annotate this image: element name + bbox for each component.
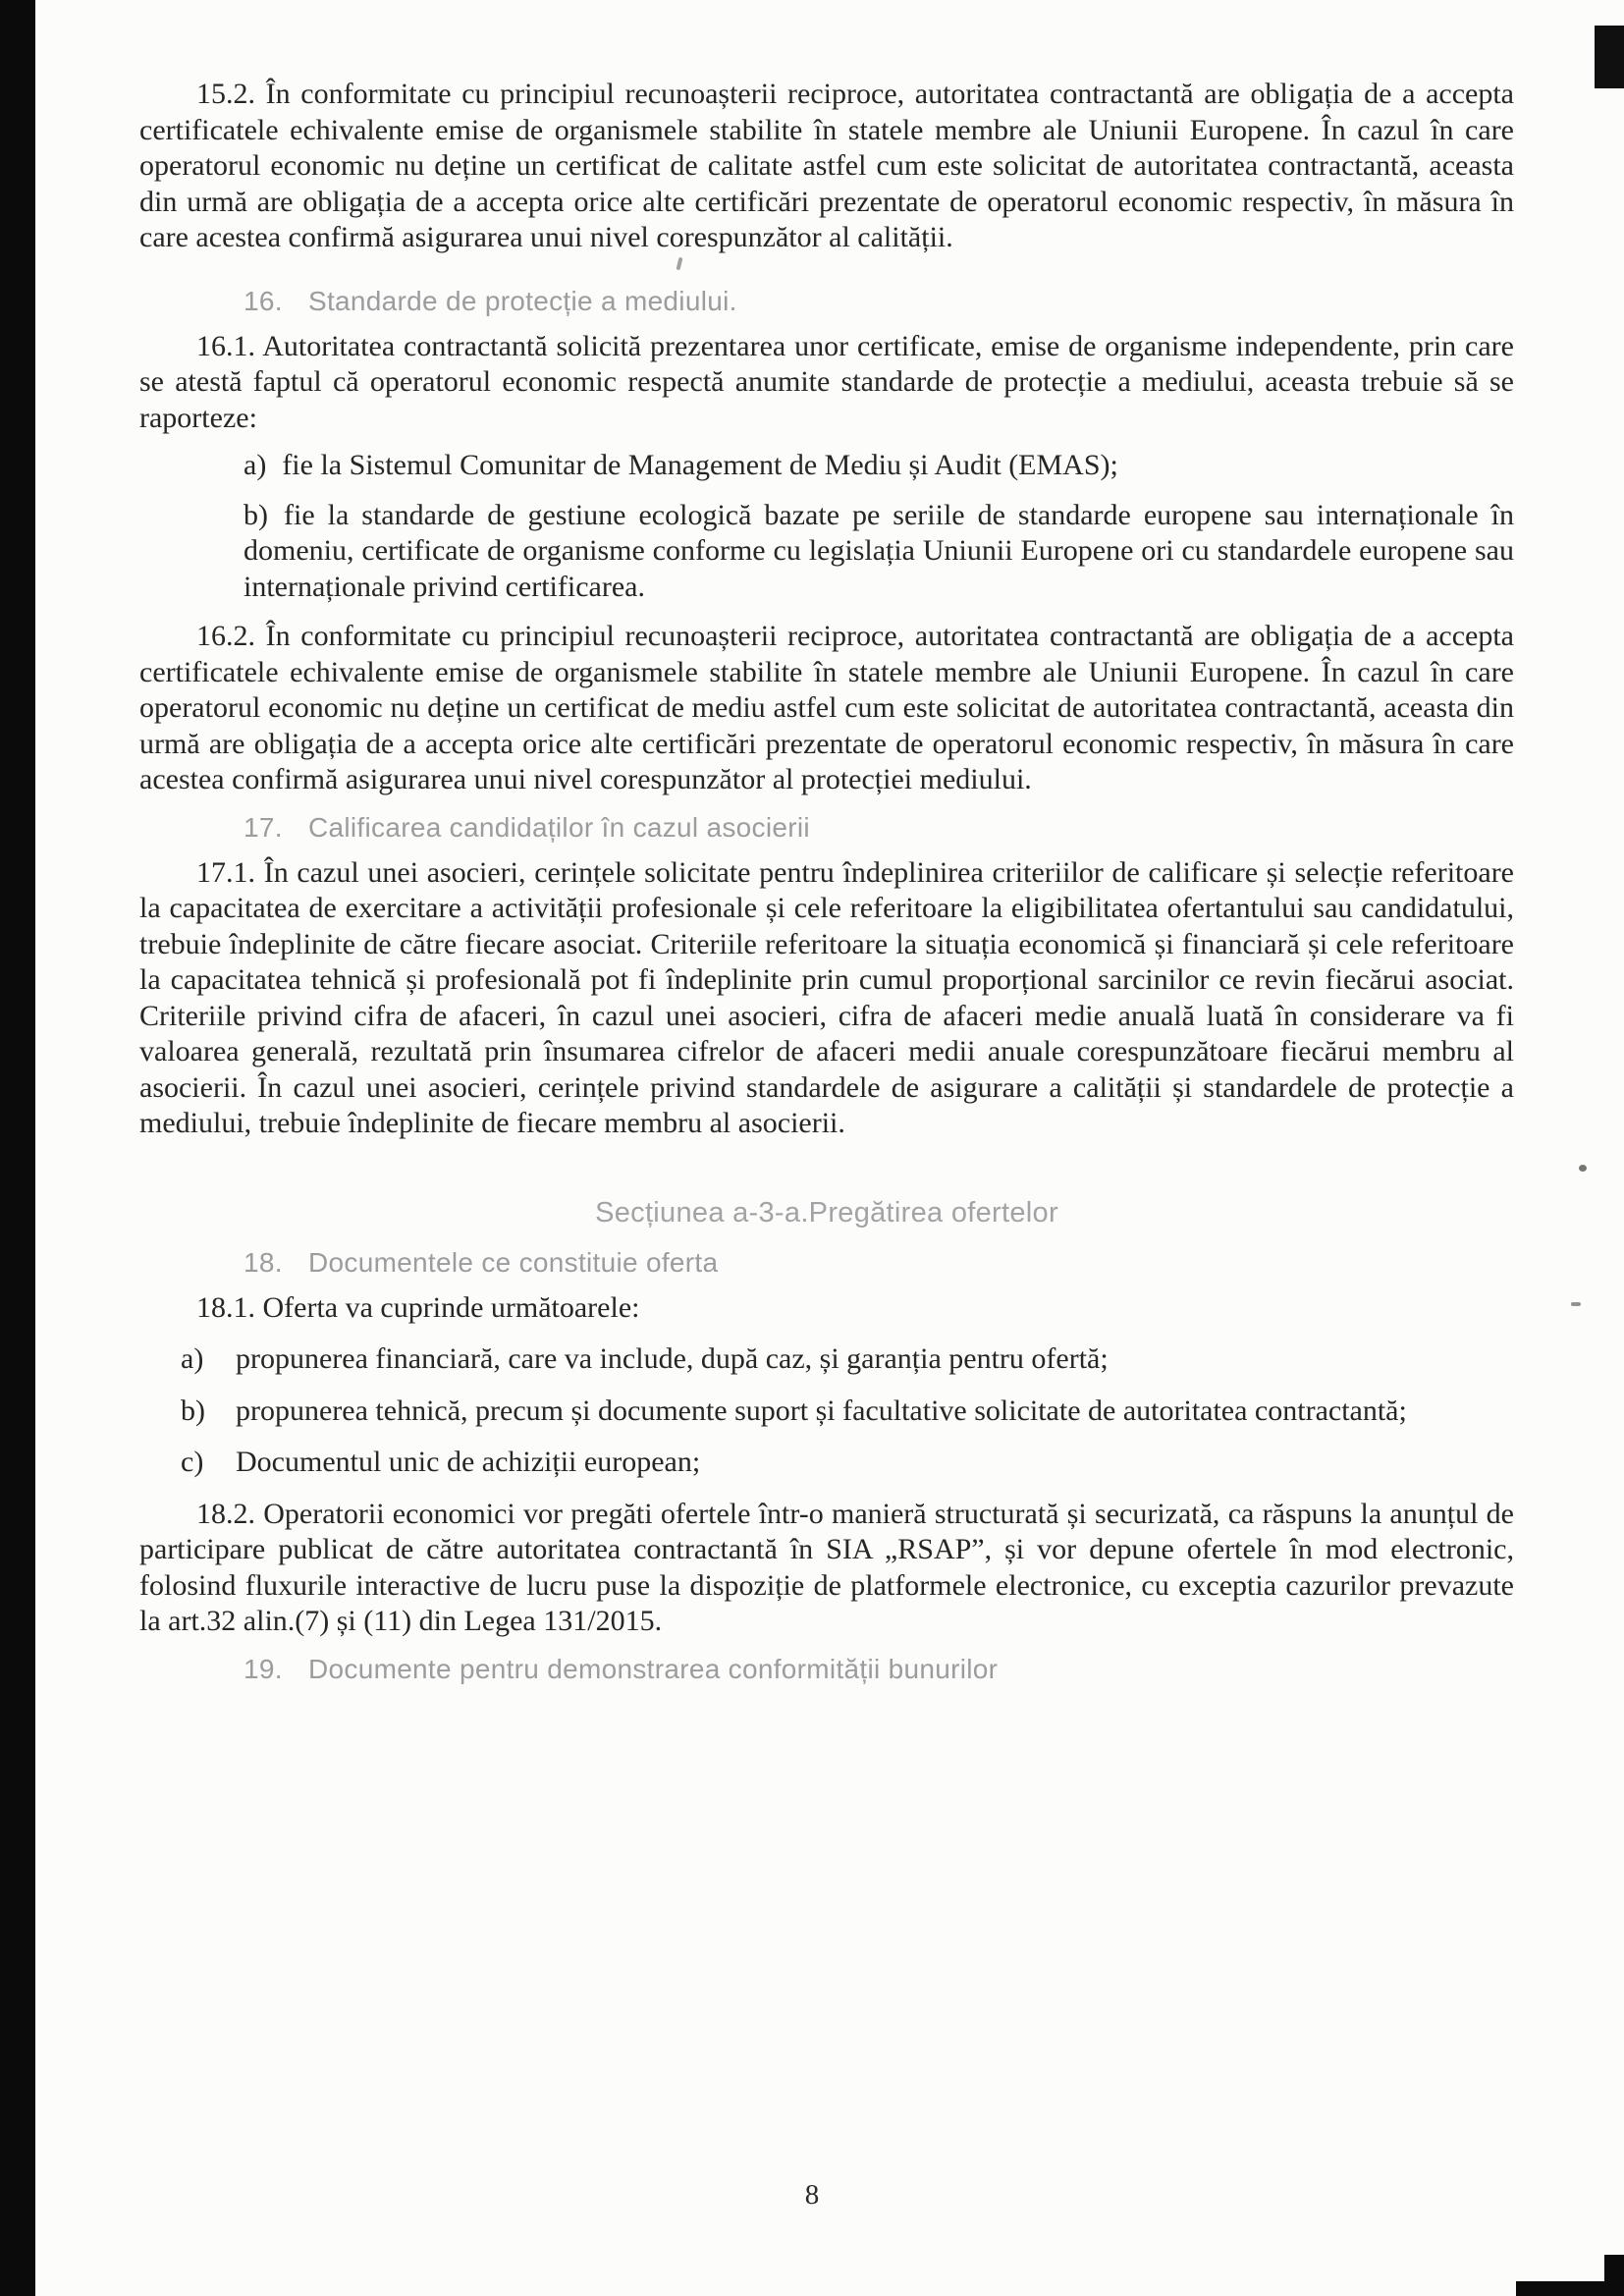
list-item-18a [139,1341,1514,1378]
paragraph-18-1: 18.1. Oferta va cuprinde următoarele: [196,1290,640,1324]
section-heading-19 [139,1654,1514,1685]
paragraph-17-1: 17.1. În cazul unei asocieri, cerințele solicitate pentru îndeplinirea criteriilor de calificare și selecție referitoare la capacitatea de exercitare a activității profesionale și cele referitoare la eligibilitatea ofertantului sau candidatului, trebuie îndeplinite de către fiecare asociat. Criteriile referitoare la situația economică și financiară și cele referitoare la capacitatea tehnică și profesională pot fi îndeplinite prin cumul proporțional sarcinilor ce revin fiecărui asociat. Criteriile privind cifra de afaceri, în cazul unei asocieri, cifra de afaceri medie anuală luată în considerare va fi valoarea generală, rezultată prin însumarea cifrelor de afaceri medii anuale corespunzătoare fiecărui membru al asocierii. În cazul unei asocieri, cerințele privind standardele de asigurare a calității și standardele de protecție a mediului, trebuie îndeplinite de fiecare membru al asocierii. [139,855,1514,1139]
list-text: fie la Sistemul Comunitar de Management de Mediu și Audit (EMAS); [282,449,1118,481]
scan-artifact-right-dash [1571,1302,1581,1306]
heading-number: 17. [244,811,283,843]
heading-label: Documente pentru demonstrarea conformității bunurilor [308,1653,999,1684]
section-title: Secțiunea a-3-a.Pregătirea ofertelor [595,1196,1058,1229]
document-content [139,77,1514,1697]
heading-number: 18. [244,1246,283,1278]
paragraph-18-2: 18.2. Operatorii economici vor pregăti ofertele într-o manieră structurată și securizată, ca răspuns la anunțul de participare publicat de către autoritatea contractantă în SIA „RSAP”, și vor depune ofertele în mod electronic, folosind fluxurile interactive de lucru puse la dispoziție de platformele electronice, cu exceptia cazurilor prevazute la art.32 alin.(7) și (11) din Legea 131/2015. [139,1497,1514,1637]
paragraph-16-1: 16.1. Autoritatea contractantă solicită prezentarea unor certificate, emise de organisme independente, prin care se atestă faptul că operatorul economic respectă anumite standarde de protecție a mediului, aceasta trebuie să se raporteze: [139,329,1514,434]
list-item-18c [139,1445,1514,1481]
list-text: propunerea tehnică, precum și documente suport și facultative solicitate de autoritatea contractantă; [236,1394,1407,1427]
list-item-16b [139,498,1514,606]
list-marker: b) [244,498,268,531]
list-marker: a) [244,449,267,481]
scan-artifact-bottom-right-stub [1604,2255,1624,2296]
list-marker: b) [181,1394,205,1427]
list-marker: c) [181,1446,204,1478]
list-text: Documentul unic de achiziții european; [236,1446,701,1478]
section-heading-18 [139,1247,1514,1279]
list-item-16a [139,448,1514,484]
heading-number: 19. [244,1653,283,1684]
scan-artifact-right-dot [1579,1165,1587,1172]
section-heading-16 [139,286,1514,317]
list-item-18b [139,1394,1514,1430]
scan-artifact-top-right [1595,26,1624,88]
list-marker: a) [181,1342,204,1375]
section-heading-17 [139,812,1514,844]
scan-artifact-left-bar [0,0,35,2296]
paragraph-15-2: 15.2. În conformitate cu principiul recunoașterii reciproce, autoritatea contractantă are obligația de a accepta certificatele echivalente emise de organismele stabilite în statele membre ale Uniunii Europene. În cazul în care operatorul economic nu deține un certificat de calitate astfel cum este solicitat de autoritatea contractantă, aceasta din urmă are obligația de a accepta orice alte certificări prezentate de operatorul economic respectiv, în măsura în care acestea confirmă asigurarea unui nivel corespunzător al calității. [139,78,1514,253]
list-text: propunerea financiară, care va include, după caz, și garanția pentru ofertă; [236,1342,1109,1375]
heading-label: Calificarea candidaților în cazul asocierii [308,811,810,843]
page-number: 8 [804,2179,820,2211]
list-text: fie la standarde de gestiune ecologică bazate pe seriile de standarde europene sau internaționale în domeniu, certificate de organisme conforme cu legislația Uniunii Europene ori cu standardele europene sau internaționale privind certificarea. [244,498,1514,603]
heading-label: Documentele ce constituie oferta [308,1246,719,1278]
heading-number: 16. [244,285,283,316]
heading-label: Standarde de protecție a mediului. [308,285,737,316]
paragraph-16-2: 16.2. În conformitate cu principiul recunoașterii reciproce, autoritatea contractantă are obligația de a accepta certificatele echivalente emise de organismele stabilite în statele membre ale Uniunii Europene. În cazul în care operatorul economic nu deține un certificat de mediu astfel cum este solicitat de autoritatea contractantă, aceasta din urmă are obligația de a accepta orice alte certificări prezentate de operatorul economic respectiv, în măsura în care acestea confirmă asigurarea unui nivel corespunzător al protecției mediului. [139,620,1514,795]
